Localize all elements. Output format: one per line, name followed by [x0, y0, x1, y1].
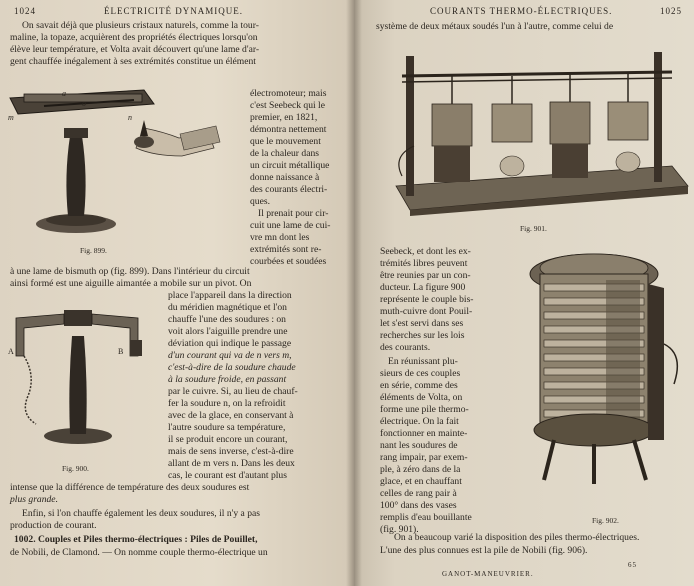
- text-line: représente le couple bis-: [380, 294, 474, 305]
- text-line: On a beaucoup varié la disposition des piles thermo-électriques.: [394, 532, 640, 543]
- text-line: fer la soudure n, on la refroidit: [168, 398, 286, 409]
- text-line: déviation qui indique le passage: [168, 338, 292, 349]
- text-line: ducteur. La figure 900: [380, 282, 466, 293]
- text-line: que le mouvement: [250, 136, 321, 147]
- text-line: à la soudure froide, en passant: [168, 374, 287, 385]
- figure-902-nobili-pile: [514, 244, 690, 506]
- text-line: par le cuivre. Si, au lieu de chauf-: [168, 386, 298, 397]
- figure-label-m: m: [8, 113, 14, 122]
- figure-901-thermoelectric-pile: [392, 46, 692, 216]
- text-line: glace, et en chauffant: [380, 476, 462, 487]
- text-line: donne naissance à: [250, 172, 320, 183]
- text-line: recherches sur les lois: [380, 330, 465, 341]
- text-line: extrémités sont re-: [250, 244, 322, 255]
- text-line: avec de la glace, en conservant à: [168, 410, 294, 421]
- text-line: courbées et soudées: [250, 256, 327, 267]
- text-line: fonctionner en mainte-: [380, 428, 468, 439]
- figure-label-B: B: [118, 347, 124, 356]
- text-line: chauffe l'une des soudures : on: [168, 314, 286, 325]
- page-number: 1025: [660, 6, 682, 16]
- text-line: Il prenait pour cir-: [258, 208, 329, 219]
- text-line: muth-cuivre dont Pouil-: [380, 306, 473, 317]
- text-line: ainsi formé est une aiguille aimantée a mobile sur un pivot. On: [10, 278, 252, 289]
- text-line: d'un courant qui va de n vers m,: [168, 350, 292, 361]
- text-line: allant de m vers n. Dans les deux: [168, 458, 295, 469]
- text-line: 100° dans des vases: [380, 500, 457, 511]
- text-line: On savait déjà que plusieurs cristaux naturels, comme la tour-: [22, 20, 259, 31]
- text-line: cuit une lame de cui-: [250, 220, 331, 231]
- text-line: intense que la différence de température des deux soudures est: [10, 482, 250, 493]
- figure-900-caption: Fig. 900.: [62, 464, 89, 473]
- text-line: En réunissant plu-: [388, 356, 458, 367]
- text-line: Seebeck, et dont les ex-: [380, 246, 471, 257]
- text-line: des courants électri-: [250, 184, 328, 195]
- text-line: à une lame de bismuth op (fig. 899). Dans l'intérieur du circuit: [10, 266, 250, 277]
- figure-label-a: a: [62, 89, 66, 98]
- text-line: nant les soudures de: [380, 440, 458, 451]
- section-heading: 1002. Couples et Piles thermo-électriques : Piles de Pouillet,: [14, 534, 258, 545]
- text-line: être reunies par un con-: [380, 270, 471, 281]
- figure-902-caption: Fig. 902.: [592, 516, 619, 525]
- text-line: élève leur température, et Volta avait découvert qu'une lame d'ar-: [10, 44, 260, 55]
- text-line: maline, la topaze, acquièrent des propriétés électriques lorsqu'on: [10, 32, 258, 43]
- text-line: démontra nettement: [250, 124, 327, 135]
- text-line: production de courant.: [10, 520, 97, 531]
- text-line: vre mn dont les: [250, 232, 310, 243]
- running-head: COURANTS THERMO-ÉLECTRIQUES.: [430, 6, 613, 16]
- text-line: éléments de Volta, on: [380, 392, 463, 403]
- text-line: électromoteur; mais: [250, 88, 327, 99]
- text-line: des courants.: [380, 342, 431, 353]
- text-line: c'est-à-dire de la soudure chaude: [168, 362, 296, 373]
- text-line: mais de sens inverse, c'est-à-dire: [168, 446, 294, 457]
- figure-899-seebeck-apparatus: [4, 76, 224, 246]
- text-line: un circuit métallique: [250, 160, 330, 171]
- text-line: voit alors l'aiguille prendre une: [168, 326, 288, 337]
- text-line: trémités libres peuvent: [380, 258, 468, 269]
- text-line: en série, comme des: [380, 380, 458, 391]
- figure-label-o: o: [82, 99, 86, 108]
- signature-number: 65: [628, 561, 637, 569]
- text-line: let s'est servi dans ses: [380, 318, 464, 329]
- book-gutter: [346, 0, 362, 586]
- figure-label-A: A: [8, 347, 14, 356]
- text-line: c'est Seebeck qui le: [250, 100, 325, 111]
- figure-901-caption: Fig. 901.: [520, 224, 547, 233]
- text-line: (fig. 901).: [380, 524, 419, 535]
- right-page: [354, 0, 694, 586]
- text-line: forme une pile thermo-: [380, 404, 469, 415]
- figure-label-n: n: [128, 113, 132, 122]
- text-line: système de deux métaux soudés l'un à l'autre, comme celui de: [376, 21, 614, 32]
- text-line: place l'appareil dans la direction: [168, 290, 292, 301]
- running-head: ÉLECTRICITÉ DYNAMIQUE.: [104, 6, 243, 16]
- text-line: Enfin, si l'on chauffe également les deux soudures, il n'y a pas: [22, 508, 260, 519]
- section-heading-continuation: de Nobili, de Clamond. — On nomme couple thermo-électrique un: [10, 547, 268, 558]
- figure-900-pouillet-couple: [6, 296, 156, 458]
- text-line: il se produit encore un courant,: [168, 434, 288, 445]
- text-line: du méridien magnétique et l'on: [168, 302, 287, 313]
- text-line: cas, le courant est d'autant plus: [168, 470, 287, 481]
- footer-author: GANOT-MANEUVRIER.: [442, 570, 534, 578]
- page-number: 1024: [14, 6, 36, 16]
- text-line: L'une des plus connues est la pile de Nobili (fig. 906).: [380, 545, 588, 556]
- text-line: plus grande.: [10, 494, 58, 505]
- text-line: sieurs de ces couples: [380, 368, 461, 379]
- text-line: celles de rang pair à: [380, 488, 457, 499]
- text-line: ques.: [250, 196, 270, 207]
- text-line: gent chauffée inégalement à ses extrémités constitue un élément: [10, 56, 256, 67]
- text-line: premier, en 1821,: [250, 112, 318, 123]
- figure-899-caption: Fig. 899.: [80, 246, 107, 255]
- text-line: l'autre soudure sa température,: [168, 422, 286, 433]
- text-line: remplis d'eau bouillante: [380, 512, 472, 523]
- text-line: de la chaleur dans: [250, 148, 319, 159]
- text-line: électrique. On la fait: [380, 416, 459, 427]
- text-line: ple, à zéro dans de la: [380, 464, 461, 475]
- text-line: rang impair, par exem-: [380, 452, 468, 463]
